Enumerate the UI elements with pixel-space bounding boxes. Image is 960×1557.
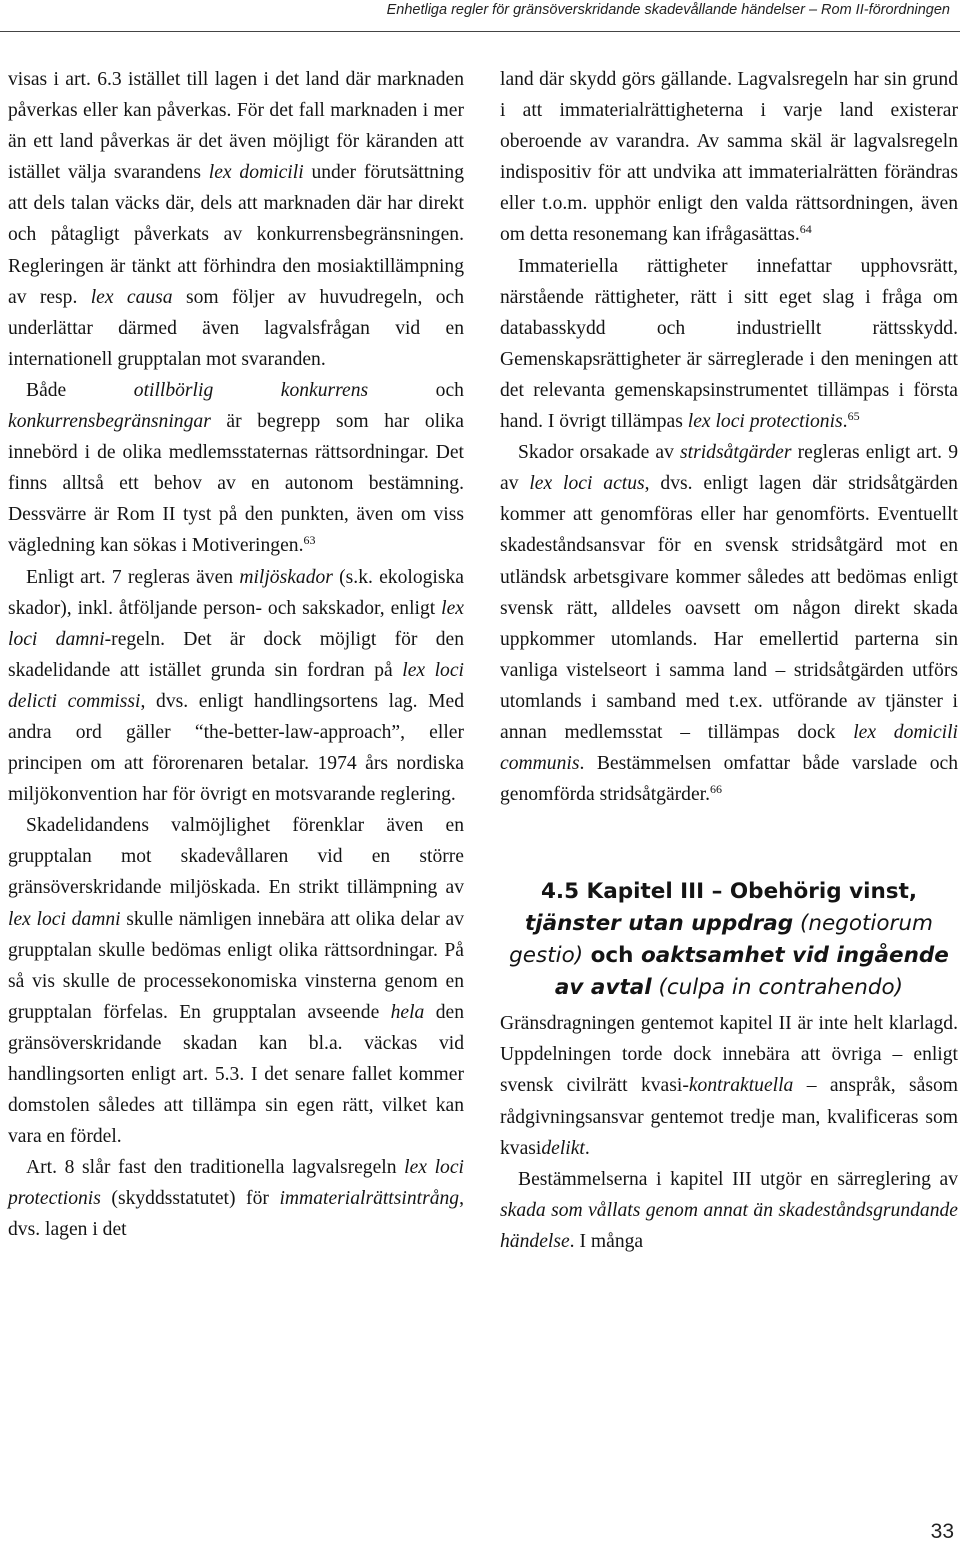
paragraph: Både otillbörlig konkurrens och konkurrensbegränsningar är begrepp som har olika innebörd i de olika medlemsstaternas rättsordningar. Det finns alltså ett behov av en autonom bestämning. Dessvärre är Rom II tyst på den punkten, även om viss vägledning kan sökas i Motiveringen.$^{63}$ bbox=[8, 379, 464, 557]
paragraph: Immateriella rättigheter innefattar upphovsrätt, närstående rättigheter, rätt i sitt eget slag i fråga om databasskydd och industriellt rättsskydd. Gemenskapsrättigheter är särreglerade i den meningen att det relevanta gemenskapsinstrumentet tillämpas i första hand. I övrigt tillämpas lex loci protectionis.$^{65}$ bbox=[500, 255, 958, 433]
paragraph: Art. 8 slår fast den traditionella lagvalsregeln lex loci protectionis (skyddsstatutet) för immaterialrättsintrång, dvs. lagen i det bbox=[8, 1157, 464, 1241]
section-heading: 4.5 Kapitel III – Obehörig vinst, tjänster utan uppdrag (negotiorum gestio) och oaktsamhet vid ingående av avtal (culpa in contrahendo) bbox=[509, 879, 949, 1001]
left-column bbox=[8, 64, 464, 1246]
paragraph: Gränsdragningen gentemot kapitel II är inte helt klarlagd. Uppdelningen torde dock innebära att övriga – enligt svensk civilrätt kvasi-kontraktuella – anspråk, såsom rådgivningsansvar gentemot tredje man, kvalificeras som kvasidelikt. bbox=[500, 1013, 959, 1159]
header-rule bbox=[0, 31, 960, 32]
footnote-ref: 65 bbox=[847, 409, 860, 424]
running-header-title: Enhetliga regler för gränsöverskridande skadevållande händelser – Rom II-förordningen bbox=[386, 2, 950, 18]
paragraph: Enligt art. 7 regleras även miljöskador (s.k. ekologiska skador), inkl. åtföljande person- och sakskador, enligt lex loci damni-regeln. Det är dock möjligt för den skadelidande att istället grunda sin fordran på lex loci delicti commissi, dvs. enligt handlingsortens lag. Med andra ord gäller “the-better-law-approach”, eller principen om att förorenaren betalar. 1974 års nordiska miljökonvention har för övrigt en motsvarande reglering. bbox=[8, 566, 465, 806]
footnote-ref: 66 bbox=[710, 782, 723, 797]
paragraph: Bestämmelserna i kapitel III utgör en särreglering av skada som vållats genom annat än skadeståndsgrundande händelse. I många bbox=[500, 1168, 958, 1252]
running-header bbox=[0, 0, 960, 34]
paragraph: land där skydd görs gällande. Lagvalsregeln har sin grund i att immaterialrättigheterna i varje land existerar oberoende av varandra. Av samma skäl är lagvalsregeln indispositiv för att undvika att immaterialrätten förändras eller t.o.m. upphör enligt den valda rättsordningen, även om detta resonemang kan ifrågasättas.$^{64}$ bbox=[500, 69, 958, 246]
page-number: 33 bbox=[930, 1520, 954, 1543]
paragraph: Skador orsakade av stridsåtgärder regleras enligt art. 9 av lex loci actus, dvs. enligt lagen där stridsåtgärden kommer att genomföras eller har genomförts. Eventuellt skadeståndsansvar för en svensk stridsåtgärd mot en utländsk arbetsgivare kommer således att bedömas enligt svensk rätt, alldeles oavsett om någon direkt skada uppkommer utomlands. Har emellertid parterna sin vanliga vistelseort i samma land – stridsåtgärden utförs utomlands i samband med t.ex. utförande av tjänster i annan medlemsstat – tillämpas dock lex domicili communis. Bestämmelsen omfattar både varslade och genomförda stridsåtgärder.$^{66}$ bbox=[500, 442, 958, 806]
paragraph: Skadelidandens valmöjlighet förenklar även en grupptalan mot skadevållaren vid en större gränsöverskridande miljöskada. En strikt tillämpning av lex loci damni skulle nämligen innebära att olika delar av grupptalan skulle bedömas enligt olika rättsordningar. På så vis skulle de processekonomiska vinsterna genom en grupptalan förfelas. En grupptalan avseende hela den gränsöverskridande skadan kan bl.a. väckas vid handlingsorten enligt art. 5.3. I det senare fallet kommer domstolen således att tillämpa sin egen rätt, vilket kan vara en fördel. bbox=[8, 815, 465, 1148]
right-column bbox=[500, 64, 958, 1257]
paragraph: visas i art. 6.3 istället till lagen i det land där marknaden påverkas eller kan påverkas. För det fall marknaden i mer än ett land påverkas är det även möjligt för käranden att istället välja svarandens lex domicili under förutsättning att dels talan väcks där, dels att marknaden där har direkt och påtagligt påverkats av konkurrensbegränsningen. Regleringen är tänkt att förhindra den mosiaktillämpning av resp. lex causa som följer av huvudregeln, och underlättar därmed även lagvalsfrågan vid en internationell grupptalan mot svaranden. bbox=[8, 69, 464, 370]
footnote-ref: 64 bbox=[799, 222, 812, 237]
footnote-ref: 63 bbox=[303, 533, 316, 548]
